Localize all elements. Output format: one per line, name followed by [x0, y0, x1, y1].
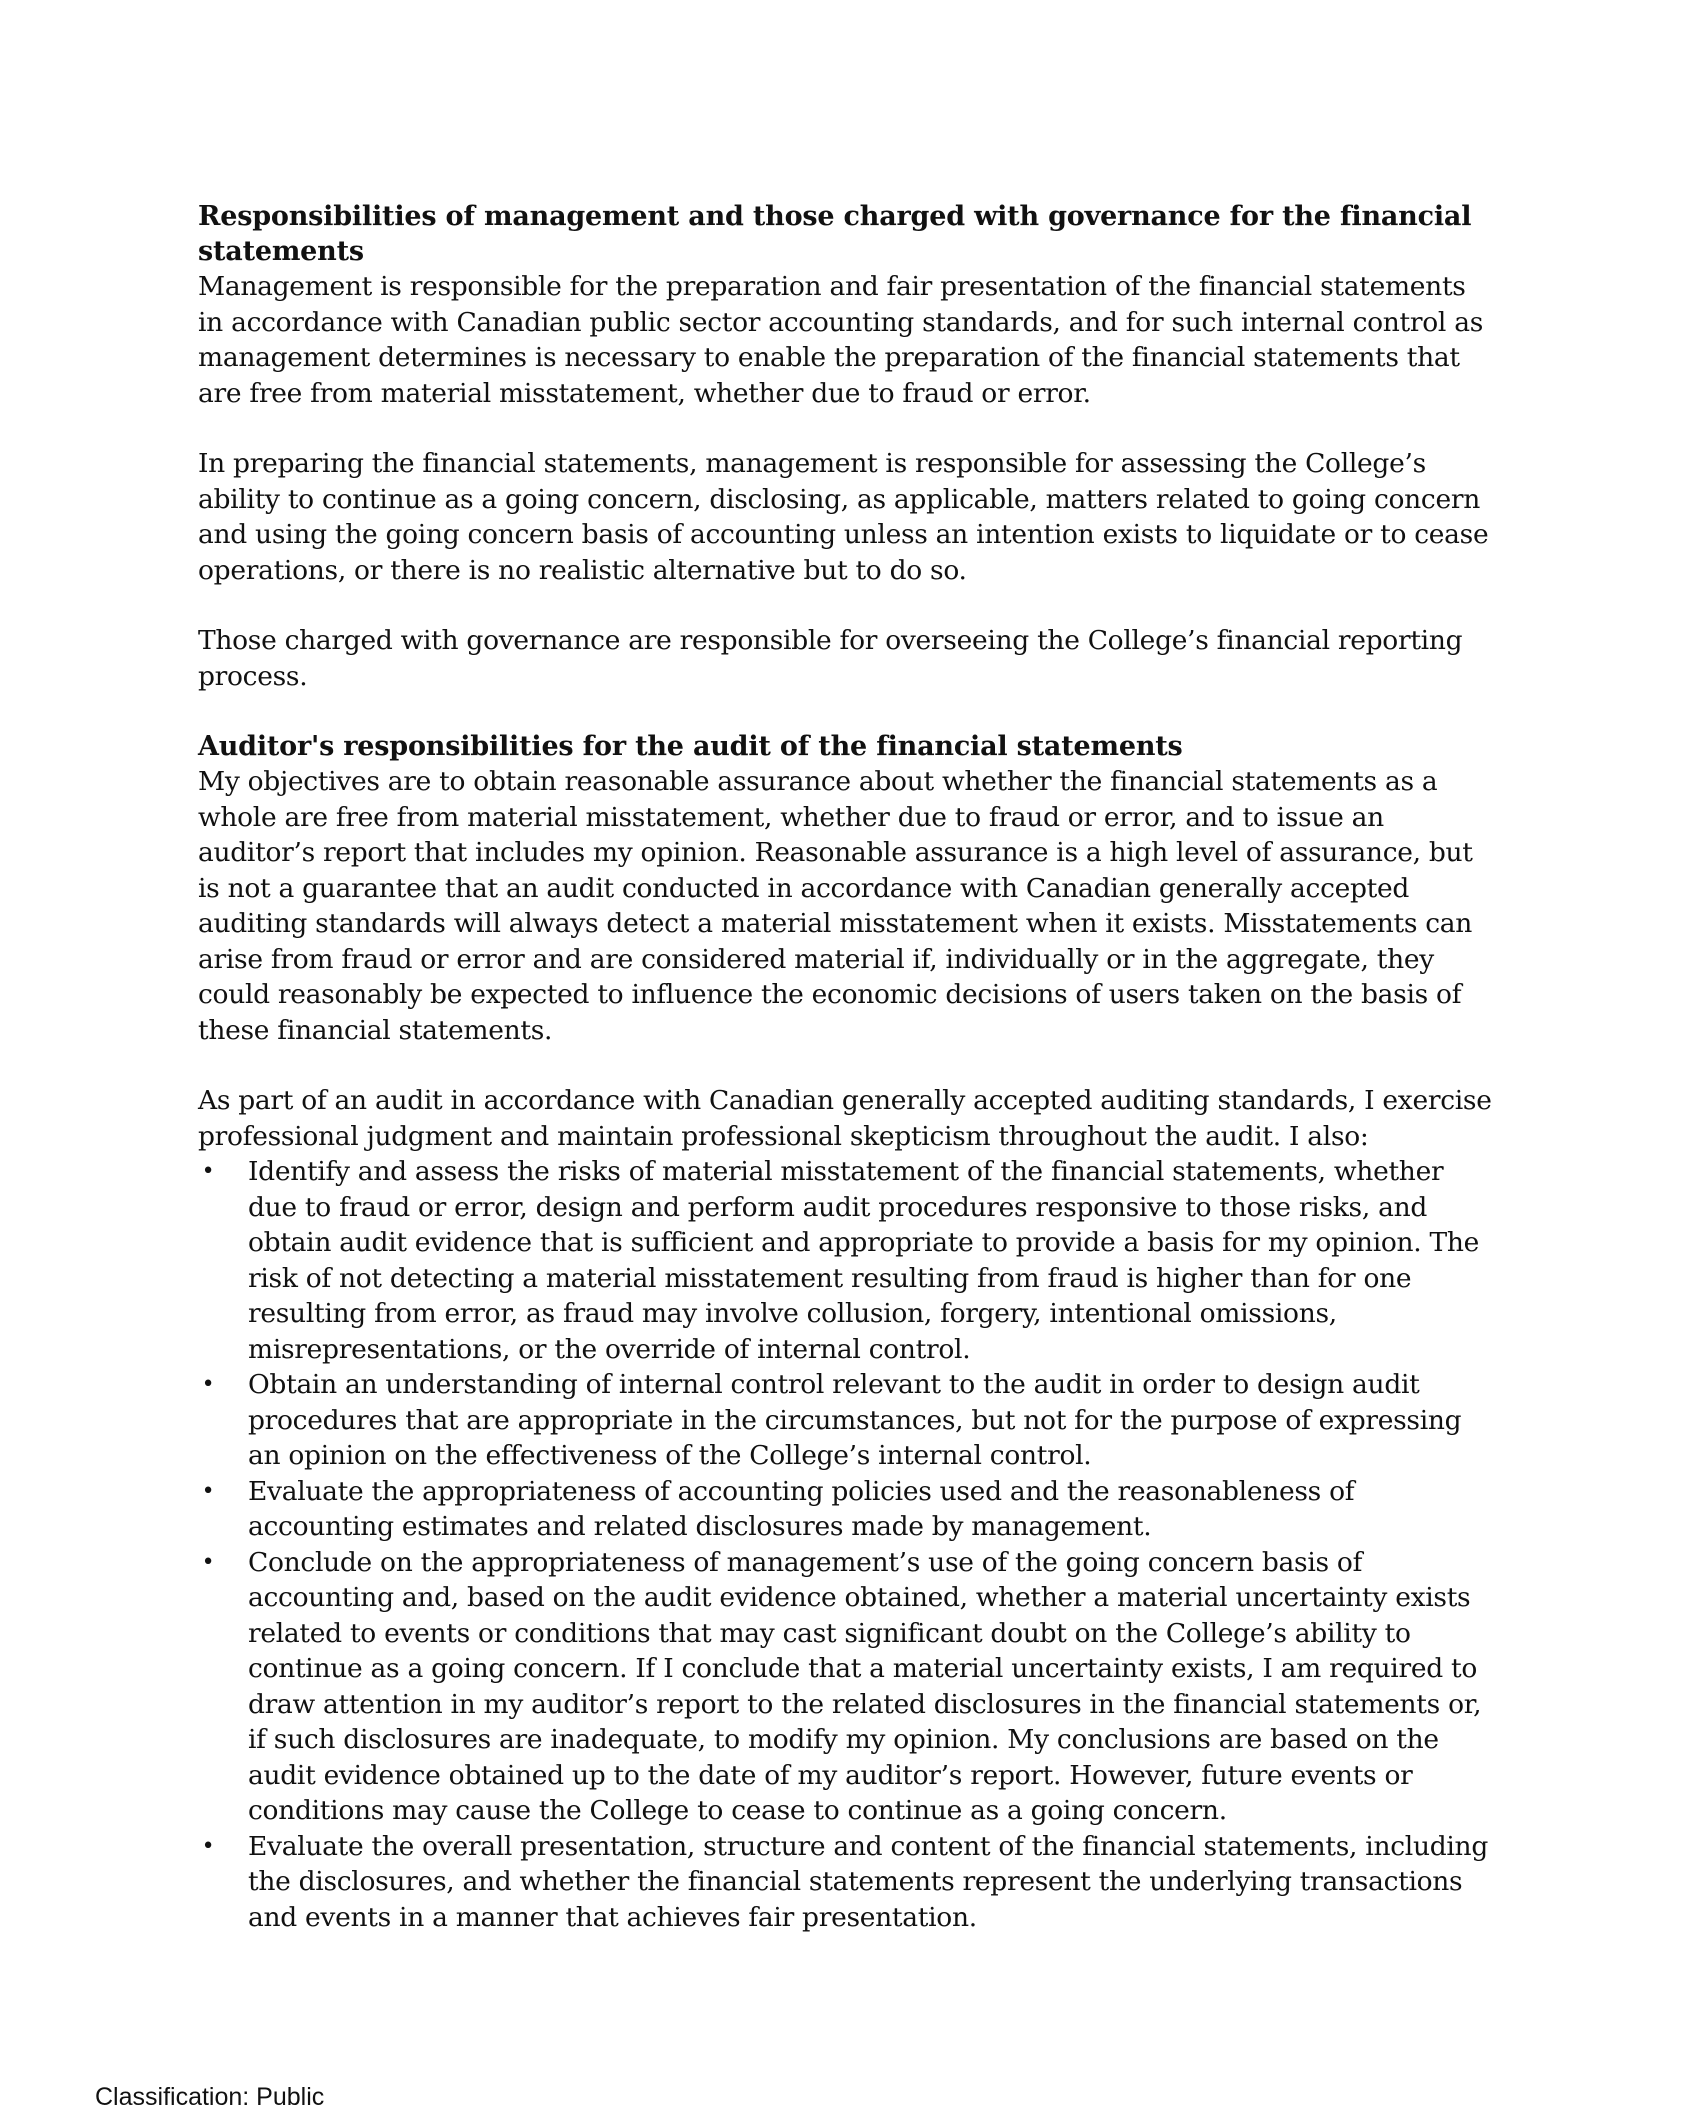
list-item	[198, 1154, 1498, 1367]
bullet-icon: •	[201, 1159, 215, 1184]
list-item	[198, 1829, 1498, 1936]
document-page	[198, 199, 1498, 1935]
list-item-text: Evaluate the overall presentation, structure and content of the financial statements, including the disclosures, and whether the financial statements represent the underlying transactions and events in a manner that achieves fair presentation.	[248, 1830, 1488, 1933]
list-item	[198, 1474, 1498, 1545]
bullet-icon: •	[201, 1833, 215, 1859]
paragraph-going-concern-assessment: In preparing the financial statements, management is responsible for assessing the College’s ability to continue as a going concern, disclosing, as applicable, matters related to going concern and using the going concern basis of accounting unless an intention exists to liquidate or to cease operations, or there is no realistic alternative but to do so.	[198, 448, 1489, 586]
list-item	[198, 1367, 1498, 1474]
classification-footer: Classification: Public	[95, 2083, 325, 2111]
paragraph-governance-oversight: Those charged with governance are responsible for overseeing the College’s financial reporting process.	[198, 625, 1463, 692]
paragraph-management-preparation: Management is responsible for the preparation and fair presentation of the financial statements in accordance with Canadian public sector accounting standards, and for such internal control as management determines is necessary to enable the preparation of the financial statements that are free from material misstatement, whether due to fraud or error.	[198, 271, 1483, 409]
bullet-icon: •	[201, 1478, 215, 1504]
audit-procedures-list	[198, 1154, 1498, 1935]
list-item	[198, 1545, 1498, 1829]
paragraph-audit-objectives: My objectives are to obtain reasonable assurance about whether the financial statements as a whole are free from material misstatement, whether due to fraud or error, and to issue an auditor’s report that includes my opinion. Reasonable assurance is a high level of assurance, but is not a guarantee that an audit conducted in accordance with Canadian generally accepted auditing standards will always detect a material misstatement when it exists. Misstatements can arise from fraud or error and are considered material if, individually or in the aggregate, they could reasonably be expected to influence the economic decisions of users taken on the basis of these financial statements.	[198, 766, 1473, 1046]
bullet-icon: •	[201, 1372, 215, 1397]
section-heading-management-responsibilities: Responsibilities of management and those charged with governance for the financial statements	[198, 201, 1472, 267]
list-item-text: Obtain an understanding of internal control relevant to the audit in order to design audit procedures that are appropriate in the circumstances, but not for the purpose of expressing an opinion on the effectiveness of the College’s internal control.	[248, 1369, 1462, 1471]
paragraph-audit-judgment: As part of an audit in accordance with Canadian generally accepted auditing standards, I exercise professional judgment and maintain professional skepticism throughout the audit. I also:	[198, 1085, 1492, 1152]
section-heading-auditor-responsibilities: Auditor's responsibilities for the audit of the financial statements	[198, 731, 1183, 762]
bullet-icon: •	[201, 1549, 215, 1575]
list-item-text: Identify and assess the risks of material misstatement of the financial statements, whether due to fraud or error, design and perform audit procedures responsive to those risks, and obtain audit evidence that is sufficient and appropriate to provide a basis for my opinion. The risk of not detecting a material misstatement resulting from fraud is higher than for one resulting from error, as fraud may involve collusion, forgery, intentional omissions, misrepresentations, or the override of internal control.	[248, 1156, 1480, 1365]
list-item-text: Conclude on the appropriateness of management’s use of the going concern basis of accounting and, based on the audit evidence obtained, whether a material uncertainty exists related to events or conditions that may cast significant doubt on the College’s ability to continue as a going concern. If I conclude that a material uncertainty exists, I am required to draw attention in my auditor’s report to the related disclosures in the financial statements or, if such disclosures are inadequate, to modify my opinion. My conclusions are based on the audit evidence obtained up to the date of my auditor’s report. However, future events or conditions may cause the College to cease to continue as a going concern.	[248, 1546, 1482, 1826]
list-item-text: Evaluate the appropriateness of accounting policies used and the reasonableness of accounting estimates and related disclosures made by management.	[248, 1475, 1355, 1542]
